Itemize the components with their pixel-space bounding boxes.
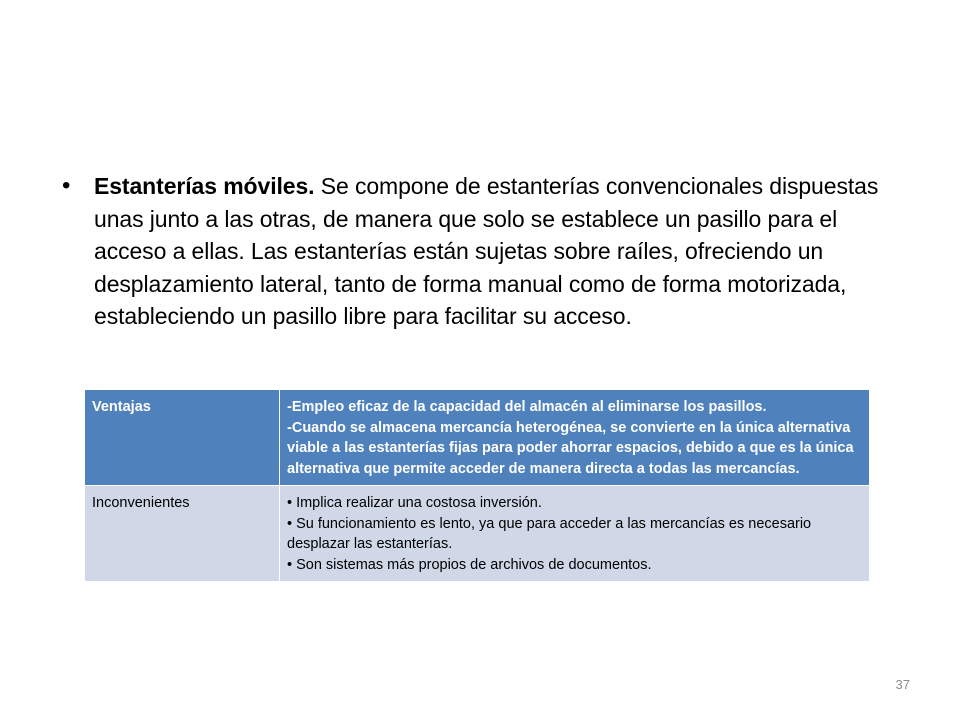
pros-cons-table (84, 389, 870, 582)
main-paragraph (94, 170, 882, 333)
page-number: 37 (895, 677, 910, 692)
row-content-ventajas (280, 390, 870, 486)
paragraph-heading: Estanterías móviles. (94, 173, 315, 199)
list-item: • Son sistemas más propios de archivos de documentos. (287, 555, 862, 576)
bullet-mark: • (62, 172, 71, 199)
list-item: • Implica realizar una costosa inversión. (287, 493, 862, 514)
main-bullet (62, 170, 882, 333)
row-label-ventajas: Ventajas (85, 390, 280, 486)
list-item: - Empleo eficaz de la capacidad del almacén al eliminarse los pasillos. (287, 397, 862, 418)
table-row-inconvenientes (85, 486, 870, 582)
paragraph-text: Se compone de estanterías convencionales dispuestas unas junto a las otras, de manera que solo se establece un pasillo para el acceso a ellas. Las estanterías están sujetas sobre raíles, ofreciendo un desplazamiento lateral, tanto de forma manual como de forma motorizada, estableciendo un pasillo libre para facilitar su acceso. (94, 173, 879, 329)
list-item: • Su funcionamiento es lento, ya que para acceder a las mercancías es necesario desplazar las estanterías. (287, 514, 862, 555)
table-row-ventajas (85, 390, 870, 486)
row-content-inconvenientes (280, 486, 870, 582)
row-label-inconvenientes: Inconvenientes (85, 486, 280, 582)
list-item: - Cuando se almacena mercancía heterogénea, se convierte en la única alternativa viable a las estanterías fijas para poder ahorrar espacios, debido a que es la única alternativa que permite acceder de manera directa a todas las mercancías. (287, 418, 862, 480)
